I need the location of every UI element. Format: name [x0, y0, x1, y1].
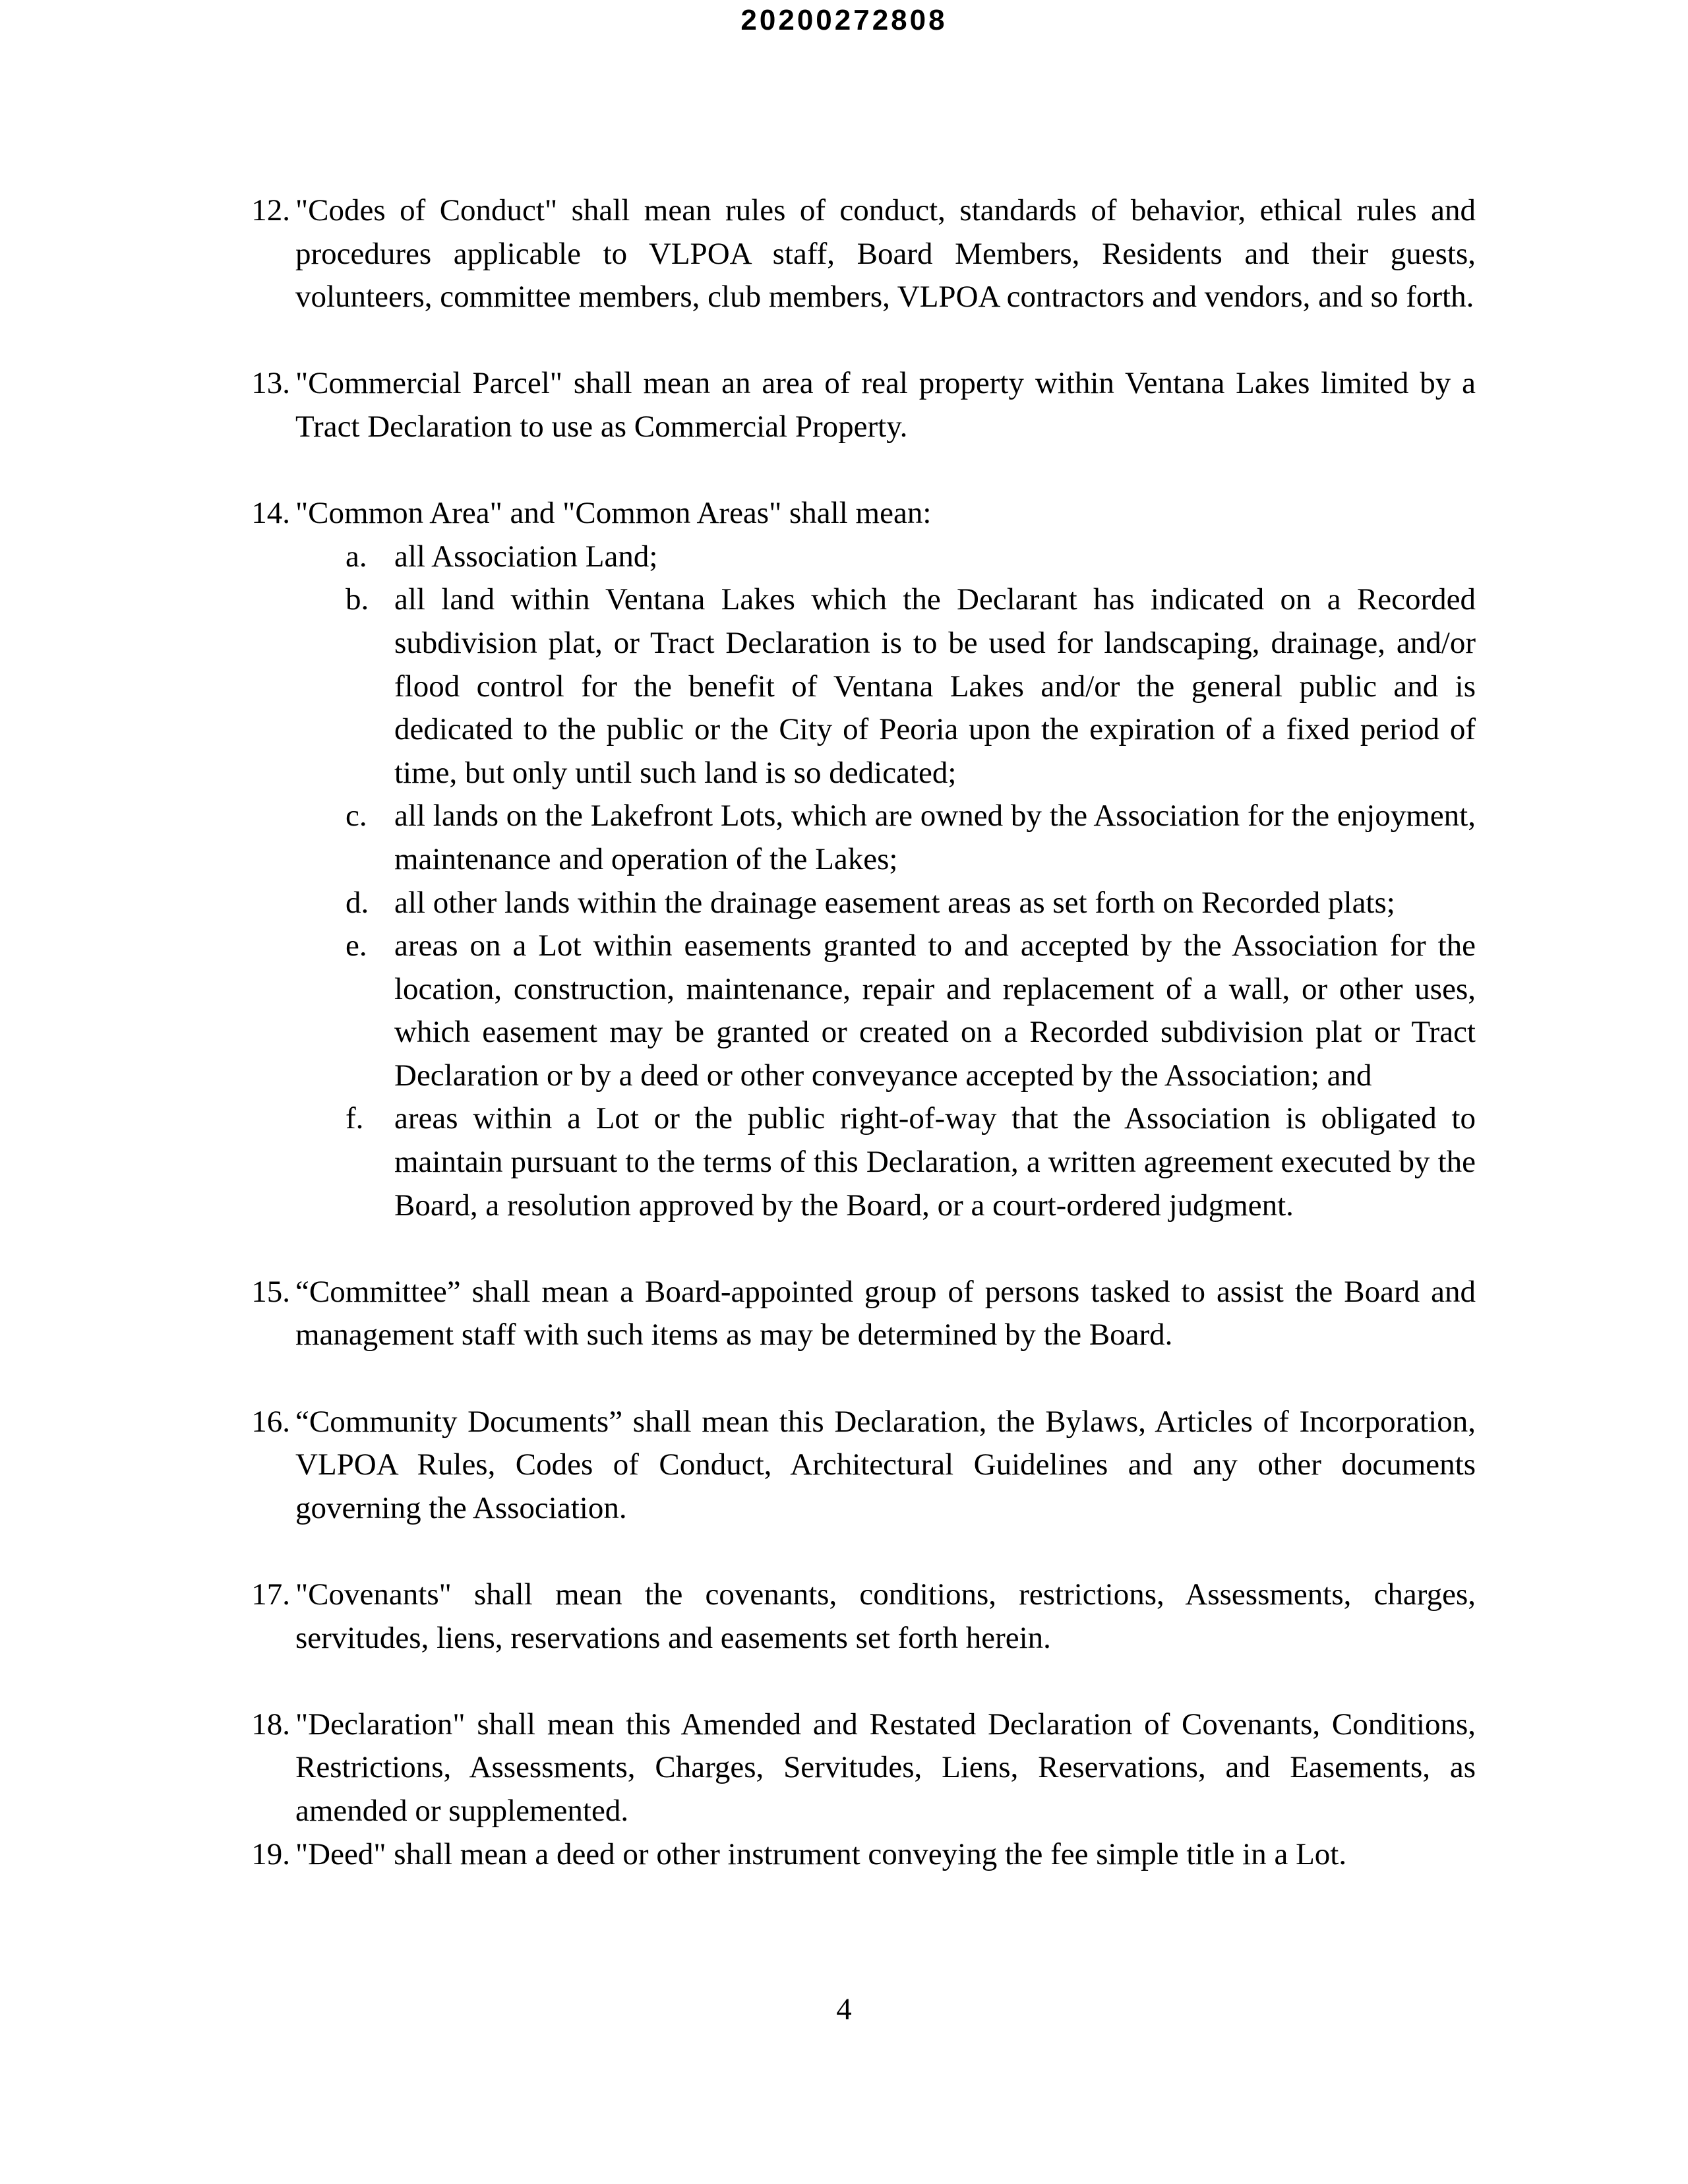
- sub-item-a: [295, 535, 1476, 579]
- item-text: “Committee” shall mean a Board-appointed group of persons tasked to assist the Board and management staff with such items as may be determined by the Board.: [295, 1274, 1476, 1352]
- item-number: 18.: [251, 1707, 290, 1742]
- page-number: 4: [836, 1992, 852, 2026]
- sub-item-text: all lands on the Lakefront Lots, which are owned by the Association for the enjoyment, maintenance and operation of the Lakes;: [394, 799, 1476, 876]
- item-number: 12.: [251, 193, 290, 228]
- sub-item-f: [295, 1097, 1476, 1227]
- definition-item-18: [243, 1703, 1476, 1833]
- item-number: 16.: [251, 1404, 290, 1439]
- definition-item-17: [243, 1573, 1476, 1660]
- recording-number: 20200272808: [740, 4, 948, 36]
- item-text: "Deed" shall mean a deed or other instrument conveying the fee simple title in a Lot.: [295, 1836, 1347, 1871]
- sub-item-b: [295, 578, 1476, 795]
- item-number: 14.: [251, 496, 290, 531]
- sub-item-e: [295, 925, 1476, 1097]
- definition-item-14: [243, 492, 1476, 1227]
- item-text: "Declaration" shall mean this Amended and Restated Declaration of Covenants, Conditions, Restrictions, Assessments, Charges, Servitudes, Liens, Reservations, and Easements, as amended or supplemented.: [295, 1707, 1476, 1828]
- item-number: 19.: [251, 1836, 290, 1871]
- item-text: “Community Documents” shall mean this Declaration, the Bylaws, Articles of Incorporation, VLPOA Rules, Codes of Conduct, Architectural Guidelines and any other documents governing the Association.: [295, 1404, 1476, 1525]
- sub-item-text: areas on a Lot within easements granted to and accepted by the Association for the location, construction, maintenance, repair and replacement of a wall, or other uses, which easement may be granted or created on a Recorded subdivision plat or Tract Declaration or by a deed or other conveyance accepted by the Association; and: [394, 928, 1476, 1093]
- item-text: "Covenants" shall mean the covenants, conditions, restrictions, Assessments, charges, servitudes, liens, reservations and easements set forth herein.: [295, 1577, 1476, 1655]
- item-text: "Commercial Parcel" shall mean an area of real property within Ventana Lakes limited by a Tract Declaration to use as Commercial Property.: [295, 366, 1476, 444]
- sub-item-letter: b.: [346, 582, 369, 617]
- item-text: "Codes of Conduct" shall mean rules of conduct, standards of behavior, ethical rules and procedures applicable to VLPOA staff, Board Members, Residents and their guests, volunteers, committee members, club members, VLPOA contractors and vendors, and so forth.: [295, 193, 1476, 315]
- definition-item-15: [243, 1271, 1476, 1357]
- definition-item-16: [243, 1401, 1476, 1531]
- item-number: 15.: [251, 1274, 290, 1309]
- item-number: 17.: [251, 1577, 290, 1612]
- sub-item-text: all land within Ventana Lakes which the Declarant has indicated on a Recorded subdivision plat, or Tract Declaration is to be used for landscaping, drainage, and/or flood control for the benefit of Ventana Lakes and/or the general public and is dedicated to the public or the City of Peoria upon the expiration of a fixed period of time, but only until such land is so dedicated;: [394, 582, 1476, 790]
- definition-item-12: [243, 189, 1476, 319]
- sub-item-d: [295, 882, 1476, 925]
- item-text: "Common Area" and "Common Areas" shall mean:: [295, 496, 932, 531]
- sub-item-letter: a.: [346, 539, 367, 574]
- item-number: 13.: [251, 366, 290, 401]
- sub-item-letter: d.: [346, 885, 369, 920]
- sub-item-c: [295, 795, 1476, 881]
- sub-item-text: areas within a Lot or the public right-of-way that the Association is obligated to maintain pursuant to the terms of this Declaration, a written agreement executed by the Board, a resolution approved by the Board, or a court-ordered judgment.: [394, 1101, 1476, 1223]
- definition-item-19: [243, 1833, 1476, 1877]
- sub-item-letter: e.: [346, 928, 367, 963]
- definition-item-13: [243, 362, 1476, 448]
- sub-item-letter: f.: [346, 1101, 364, 1136]
- common-area-sublist: [295, 535, 1476, 1228]
- sub-item-text: all Association Land;: [394, 539, 658, 574]
- sub-item-letter: c.: [346, 799, 367, 834]
- sub-item-text: all other lands within the drainage easement areas as set forth on Recorded plats;: [394, 885, 1395, 920]
- definitions-list: [243, 189, 1476, 1876]
